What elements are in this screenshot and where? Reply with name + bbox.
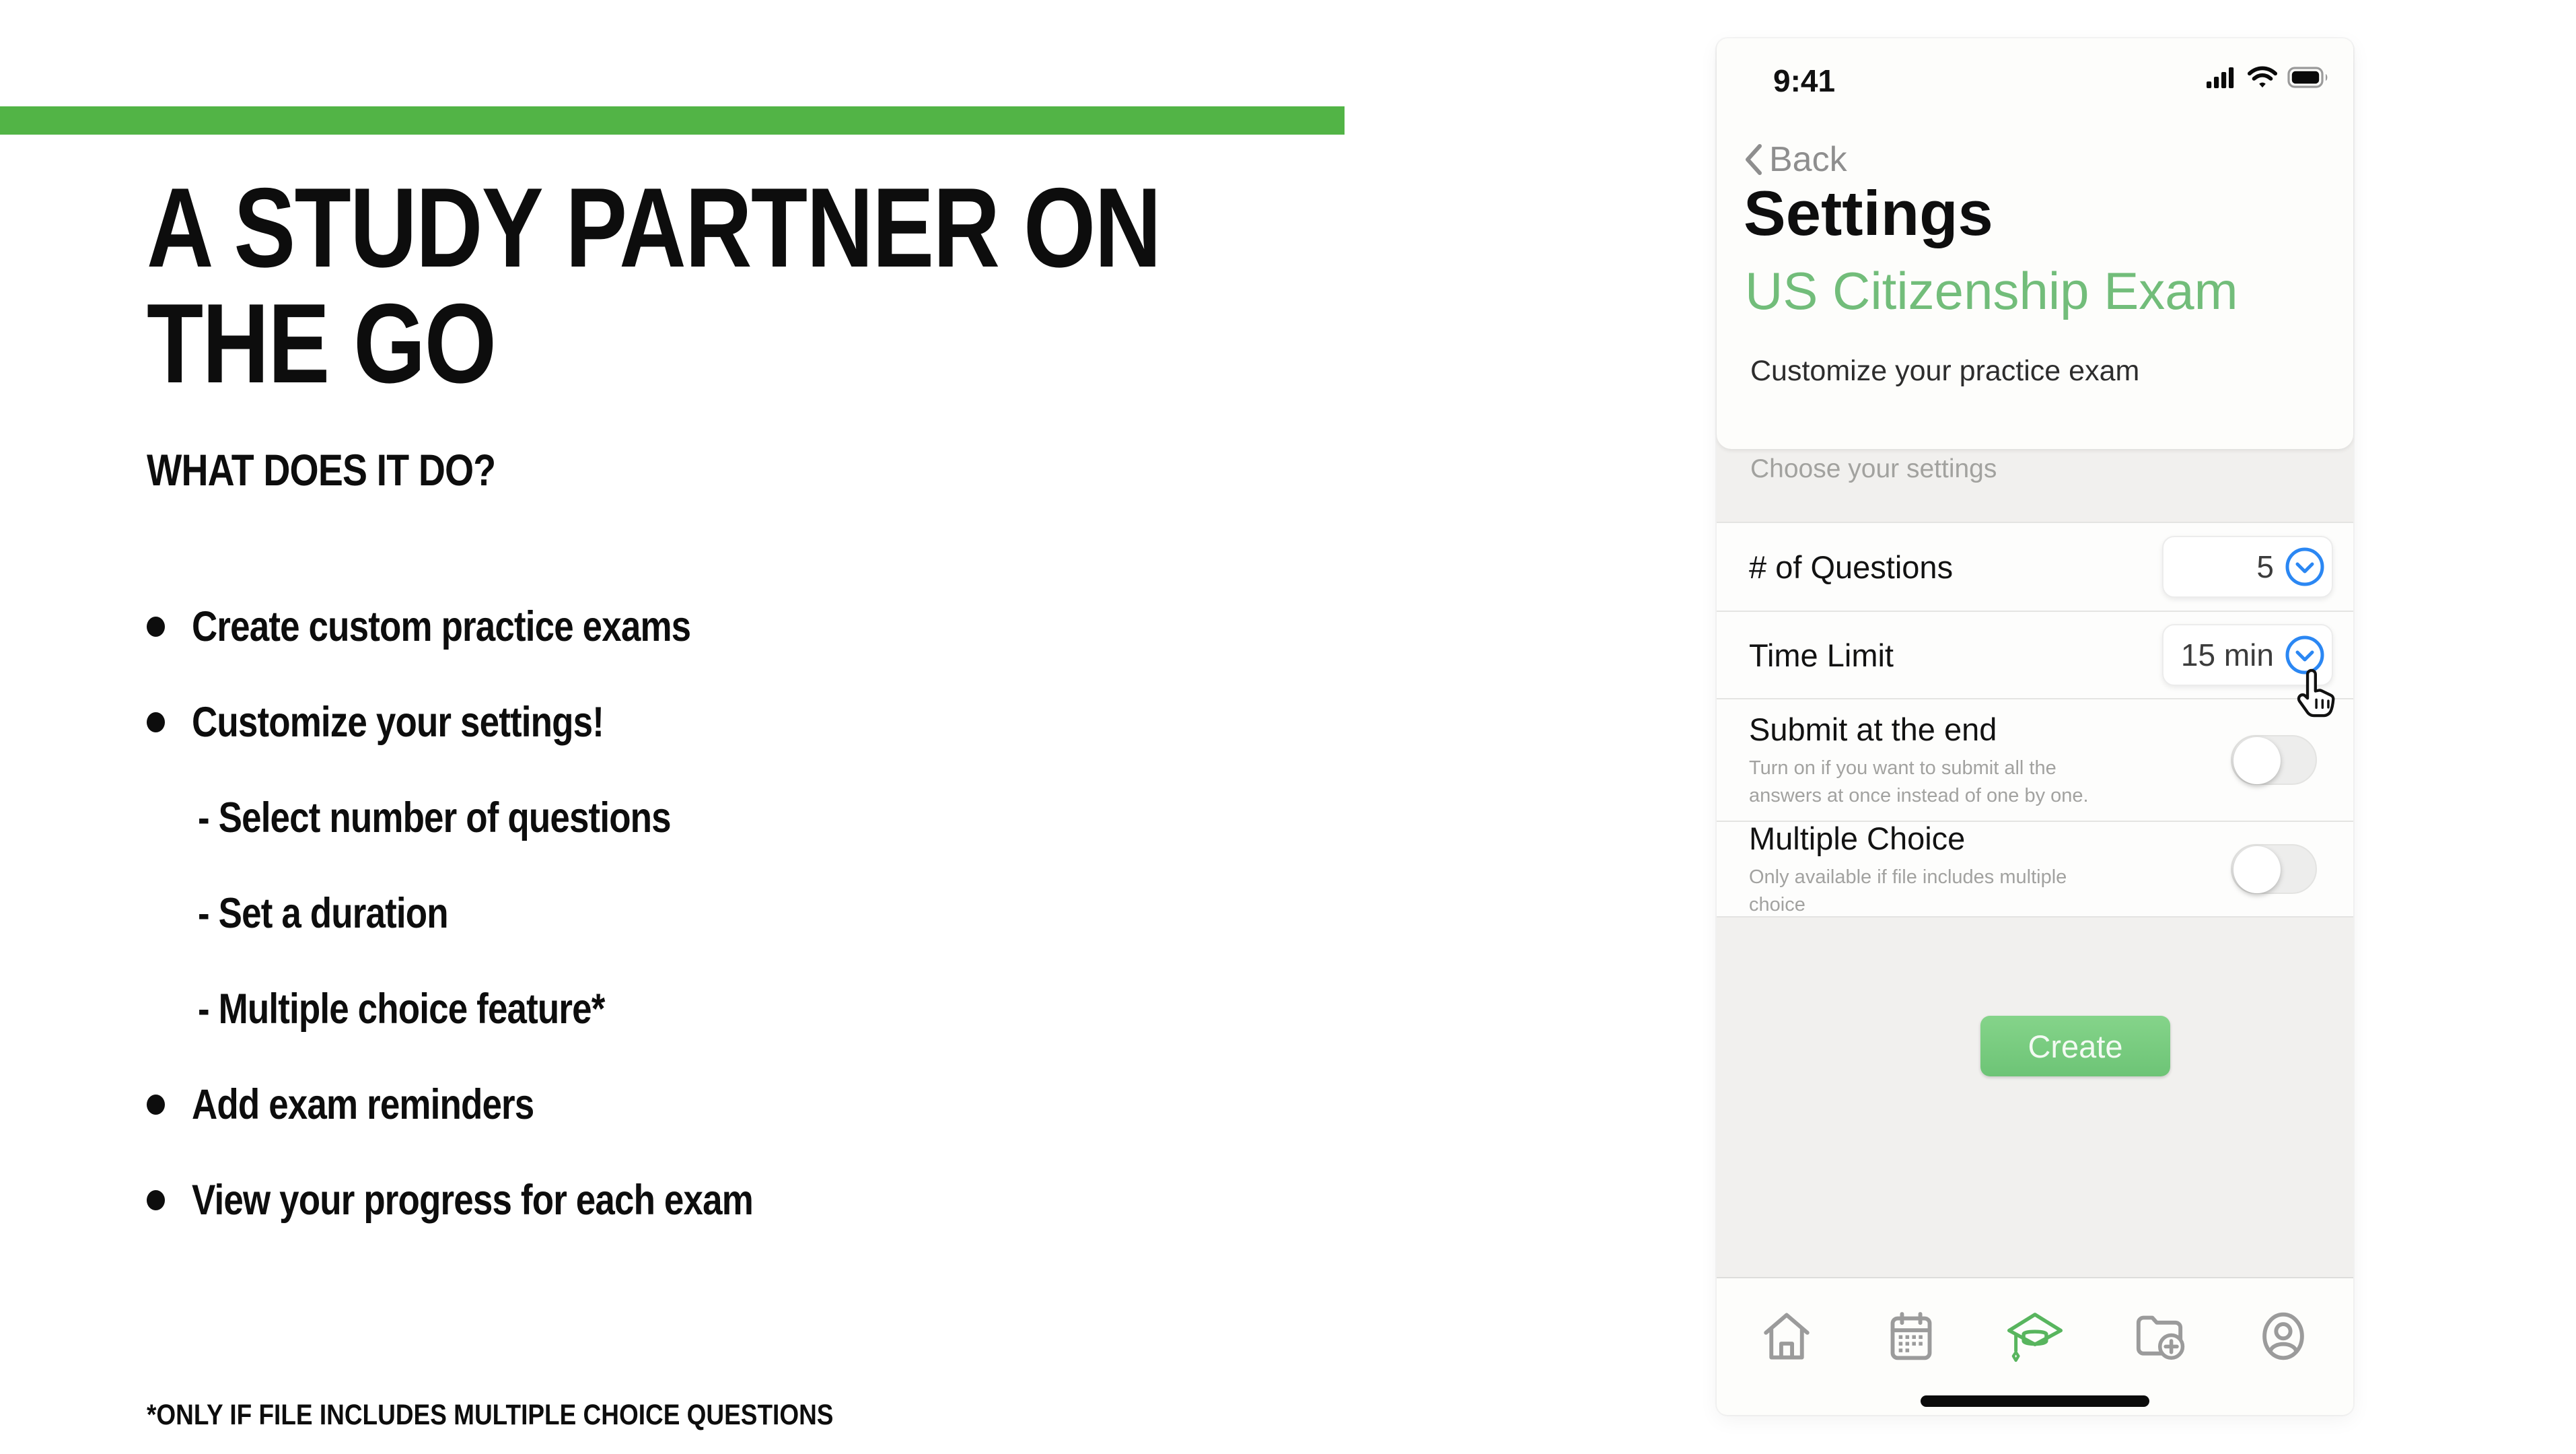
toggle-knob: [2233, 737, 2281, 784]
graduation-cap-icon: [2004, 1305, 2066, 1367]
bullet-dot: [147, 712, 165, 732]
list-item: View your progress for each exam: [147, 1152, 1358, 1248]
screen-title: Settings: [1744, 178, 1993, 248]
toggle-knob: [2233, 846, 2281, 893]
row-multiple-choice: [1717, 822, 2353, 918]
row-description: Turn on if you want to submit all the answers at once instead of one by one.: [1749, 757, 2089, 806]
page-title-line2: THE GO: [147, 280, 496, 407]
tab-bar: [1717, 1277, 2353, 1415]
row-time-limit: [1717, 612, 2353, 699]
questions-value: 5: [2256, 549, 2274, 584]
tab-profile[interactable]: [2252, 1305, 2314, 1367]
bullet-dot: [147, 617, 165, 637]
list-subitem: - Set a duration: [198, 890, 448, 937]
multiple-choice-toggle[interactable]: [2231, 844, 2317, 894]
bullet-dot: [147, 1095, 165, 1115]
list-subitem: - Multiple choice feature*: [198, 985, 605, 1033]
battery-icon: [2287, 64, 2332, 91]
home-icon: [1757, 1307, 1816, 1366]
submit-at-end-toggle[interactable]: [2231, 735, 2317, 785]
row-description: Only available if file includes multiple choice: [1749, 866, 2067, 915]
status-bar: [1717, 55, 2353, 102]
row-label: # of Questions: [1749, 549, 1954, 585]
row-label: Time Limit: [1749, 637, 1894, 673]
calendar-icon: [1882, 1307, 1941, 1366]
row-text: [1749, 820, 2231, 919]
row-number-of-questions: [1717, 522, 2353, 612]
tab-calendar[interactable]: [1880, 1305, 1942, 1367]
list-item: Add exam reminders: [147, 1057, 1358, 1152]
list-item: Customize your settings!: [147, 674, 1358, 770]
tab-exams-active[interactable]: [2004, 1305, 2066, 1367]
bullet-dot: [147, 1190, 165, 1210]
cellular-signal-icon: [2205, 64, 2238, 91]
row-label: Multiple Choice: [1749, 820, 1966, 856]
section-label: Choose your settings: [1750, 454, 1997, 483]
home-indicator[interactable]: [1921, 1395, 2149, 1407]
row-text: [1749, 711, 2231, 810]
row-submit-at-end: [1717, 699, 2353, 822]
list-subitem: - Select number of questions: [198, 794, 671, 841]
status-time: 9:41: [1773, 63, 1836, 98]
feature-list: [147, 579, 1358, 1248]
status-icons: [2205, 64, 2332, 91]
page-title-line1: A STUDY PARTNER ON: [147, 164, 1161, 291]
profile-icon: [2254, 1307, 2313, 1366]
settings-rows: [1717, 522, 2353, 918]
tab-add-file[interactable]: [2128, 1305, 2190, 1367]
questions-dropdown[interactable]: [2162, 536, 2333, 598]
create-button[interactable]: Create: [1980, 1016, 2170, 1076]
chevron-left-icon: [1744, 142, 1764, 177]
exam-title: US Citizenship Exam: [1745, 261, 2238, 320]
tab-home[interactable]: [1756, 1305, 1818, 1367]
chevron-down-circle-icon[interactable]: [2283, 633, 2326, 677]
wifi-icon: [2247, 64, 2278, 91]
time-limit-value: 15 min: [2180, 637, 2274, 672]
chevron-down-circle-icon[interactable]: [2283, 545, 2326, 588]
row-label: Submit at the end: [1749, 711, 1997, 747]
back-button[interactable]: [1744, 139, 1847, 180]
accent-bar: [0, 106, 1345, 135]
section-subtitle: WHAT DOES IT DO?: [147, 445, 496, 495]
back-label: Back: [1769, 140, 1847, 179]
phone-header-card: [1717, 38, 2353, 449]
screen-subtitle: Customize your practice exam: [1750, 355, 2140, 387]
time-limit-dropdown[interactable]: [2162, 624, 2333, 686]
page-title: [147, 164, 1361, 407]
footnote: *ONLY IF FILE INCLUDES MULTIPLE CHOICE QUESTIONS: [147, 1399, 834, 1431]
folder-add-icon: [2130, 1307, 2189, 1366]
list-item: Create custom practice exams: [147, 579, 1358, 674]
phone-mockup: [1717, 38, 2353, 1415]
